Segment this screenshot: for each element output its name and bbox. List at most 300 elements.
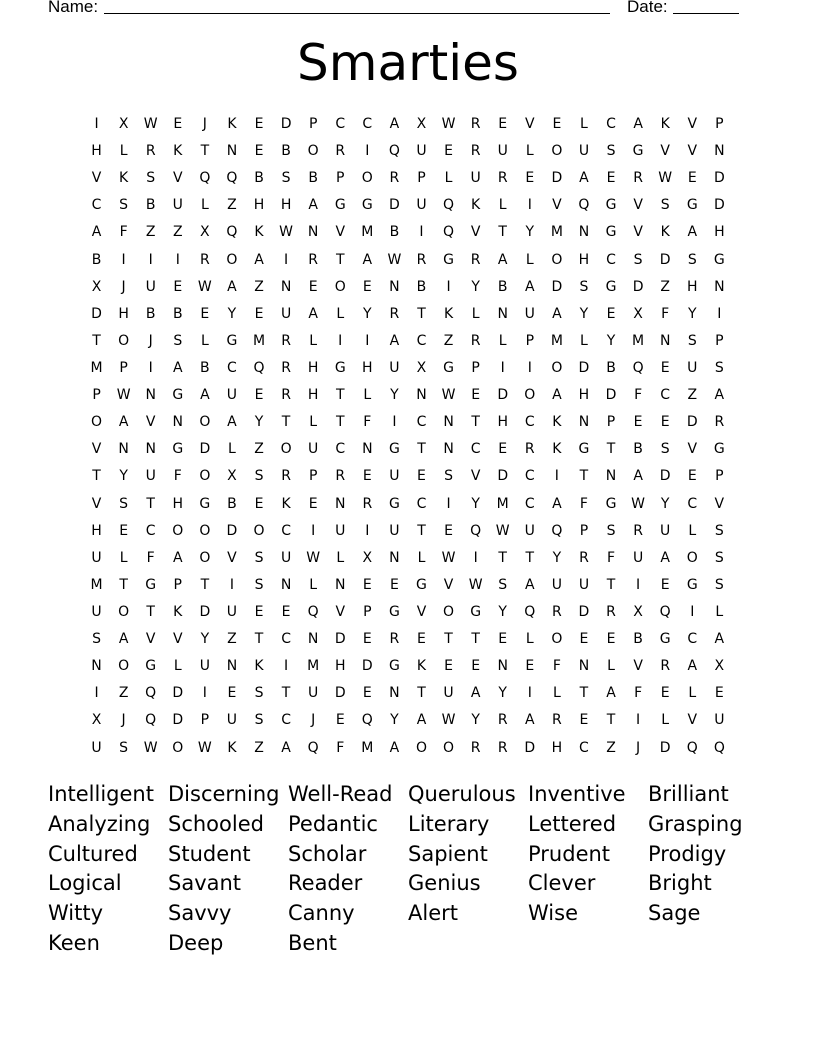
word-list-item: Literary — [408, 811, 490, 836]
grid-letter: U — [470, 170, 481, 187]
grid-letter: M — [90, 576, 103, 593]
grid-letter: C — [524, 495, 535, 512]
grid-letter: I — [690, 603, 695, 620]
grid-letter: N — [497, 305, 508, 322]
grid-letter: L — [471, 305, 480, 322]
grid-letter: P — [308, 116, 318, 132]
grid-letter: W — [441, 116, 456, 132]
word-list-item: Bright — [648, 871, 712, 896]
grid-letter: Y — [363, 305, 372, 322]
grid-letter: Z — [687, 387, 698, 404]
grid-letter: Q — [470, 522, 482, 539]
grid-letter: E — [552, 116, 562, 132]
grid-letter: U — [145, 278, 156, 295]
grid-letter: C — [687, 495, 698, 512]
grid-letter: E — [498, 631, 508, 648]
grid-letter: P — [417, 170, 426, 187]
grid-letter: T — [92, 468, 101, 485]
grid-letter: U — [172, 197, 183, 214]
grid-letter: U — [226, 712, 238, 729]
grid-letter: Q — [307, 603, 319, 620]
grid-letter: G — [659, 631, 671, 648]
grid-letter: R — [552, 712, 562, 729]
grid-letter: S — [687, 332, 697, 349]
grid-letter: O — [551, 631, 563, 648]
grid-letter: L — [119, 143, 128, 160]
grid-letter: S — [498, 576, 508, 593]
grid-letter: J — [636, 739, 641, 756]
grid-letter: D — [578, 359, 590, 376]
word-list-item: Well-Read — [288, 782, 393, 806]
grid-letter: T — [335, 251, 345, 268]
grid-letter: N — [145, 441, 156, 458]
grid-letter: N — [605, 468, 617, 485]
grid-letter: D — [91, 305, 102, 322]
grid-letter: O — [551, 251, 563, 268]
grid-letter: I — [365, 522, 370, 539]
name-blank-line — [104, 13, 610, 14]
grid-letter: I — [202, 685, 207, 702]
grid-letter: K — [254, 658, 264, 675]
grid-letter: T — [471, 414, 480, 431]
grid-letter: M — [361, 739, 374, 756]
grid-letter: L — [580, 116, 588, 132]
grid-letter: R — [470, 332, 481, 349]
date-blank-line — [673, 13, 739, 14]
grid-letter: C — [335, 441, 346, 458]
grid-letter: V — [145, 631, 156, 648]
grid-letter: V — [552, 197, 562, 214]
grid-letter: T — [606, 576, 616, 593]
grid-letter: B — [497, 278, 508, 295]
grid-letter: F — [173, 468, 182, 485]
word-list-item: Pedantic — [288, 811, 378, 836]
grid-letter: Y — [525, 224, 535, 241]
grid-letter: M — [252, 332, 266, 349]
grid-letter: L — [200, 197, 209, 214]
grid-letter: H — [334, 658, 346, 675]
grid-letter: N — [226, 143, 238, 160]
grid-letter: T — [92, 332, 101, 349]
grid-row — [83, 572, 733, 599]
grid-letter: I — [392, 414, 397, 431]
grid-letter: B — [633, 441, 643, 458]
grid-letter: Y — [390, 712, 399, 729]
grid-letter: I — [500, 359, 505, 376]
grid-letter: L — [309, 414, 318, 431]
grid-letter: U — [687, 359, 698, 376]
grid-letter: T — [417, 522, 426, 539]
grid-row — [83, 626, 733, 653]
grid-letter: U — [389, 359, 400, 376]
grid-letter: G — [605, 197, 617, 214]
grid-letter: Q — [388, 143, 400, 160]
grid-letter: D — [632, 278, 644, 295]
grid-letter: A — [525, 278, 535, 295]
grid-letter: V — [416, 603, 427, 620]
grid-letter: L — [336, 305, 345, 322]
word-list-item: Witty — [48, 901, 104, 926]
grid-letter: R — [308, 251, 319, 268]
grid-letter: I — [554, 468, 559, 485]
grid-letter: O — [118, 332, 130, 349]
grid-letter: V — [91, 495, 102, 512]
grid-letter: U — [632, 549, 644, 566]
grid-letter: F — [363, 414, 372, 431]
grid-letter: D — [605, 387, 617, 404]
grid-letter: A — [525, 576, 535, 593]
grid-letter: S — [146, 170, 156, 187]
grid-letter: H — [714, 224, 725, 241]
grid-letter: O — [361, 170, 373, 187]
grid-letter: E — [498, 441, 508, 458]
grid-letter: C — [145, 522, 156, 539]
grid-row — [83, 247, 733, 274]
grid-letter: L — [173, 658, 182, 675]
grid-letter: E — [471, 658, 481, 675]
grid-letter: S — [254, 685, 264, 702]
grid-letter: E — [254, 495, 264, 512]
grid-letter: R — [470, 143, 481, 160]
grid-letter: E — [687, 170, 697, 187]
grid-letter: N — [389, 278, 400, 295]
grid-letter: T — [254, 631, 264, 648]
grid-letter: R — [335, 468, 346, 485]
grid-letter: Z — [254, 278, 264, 295]
grid-letter: R — [606, 603, 616, 620]
grid-letter: A — [362, 251, 373, 268]
grid-letter: R — [389, 631, 400, 648]
grid-letter: L — [119, 549, 128, 566]
grid-letter: H — [578, 387, 590, 404]
grid-letter: W — [658, 170, 673, 187]
grid-letter: S — [660, 441, 670, 458]
grid-letter: H — [91, 143, 102, 160]
grid-letter: Z — [660, 278, 670, 295]
grid-letter: A — [525, 712, 535, 729]
grid-letter: D — [172, 712, 184, 729]
grid-letter: R — [389, 170, 400, 187]
grid-letter: E — [308, 278, 318, 295]
word-list-item: Inventive — [528, 782, 626, 806]
grid-letter: R — [281, 332, 291, 349]
grid-letter: O — [199, 414, 211, 431]
grid-letter: S — [633, 251, 643, 268]
word-list-item: Genius — [408, 871, 481, 896]
grid-letter: E — [660, 685, 670, 702]
grid-letter: A — [606, 685, 616, 702]
grid-letter: T — [281, 414, 291, 431]
grid-letter: N — [226, 658, 238, 675]
grid-letter: Z — [606, 739, 616, 756]
grid-letter: Q — [578, 197, 590, 214]
grid-letter: U — [280, 549, 292, 566]
grid-letter: S — [281, 170, 291, 187]
grid-letter: O — [443, 603, 455, 620]
grid-letter: C — [335, 116, 346, 132]
grid-letter: O — [551, 359, 563, 376]
grid-letter: C — [524, 468, 535, 485]
grid-letter: N — [578, 414, 590, 431]
grid-letter: Q — [659, 603, 671, 620]
grid-letter: E — [254, 603, 264, 620]
grid-letter: C — [91, 197, 102, 214]
grid-letter: S — [92, 631, 101, 648]
grid-letter: L — [498, 332, 507, 349]
grid-letter: H — [253, 197, 265, 214]
grid-letter: A — [308, 305, 318, 322]
word-list-item: Intelligent — [48, 782, 154, 806]
grid-letter: S — [714, 522, 724, 539]
grid-letter: R — [199, 251, 210, 268]
grid-letter: A — [552, 305, 562, 322]
grid-letter: Q — [713, 739, 725, 756]
grid-letter: Y — [471, 278, 480, 295]
grid-letter: A — [416, 712, 427, 729]
page-title: Smarties — [297, 34, 519, 92]
grid-letter: L — [498, 197, 507, 214]
grid-letter: I — [473, 549, 478, 566]
grid-letter: Z — [443, 332, 454, 349]
grid-letter: E — [308, 495, 318, 512]
grid-letter: X — [118, 116, 129, 132]
grid-letter: E — [579, 631, 589, 648]
grid-letter: Q — [443, 197, 455, 214]
grid-row — [83, 491, 733, 518]
grid-letter: N — [307, 631, 319, 648]
grid-letter: S — [254, 468, 264, 485]
grid-letter: O — [199, 549, 211, 566]
grid-letter: P — [715, 468, 724, 485]
grid-letter: R — [714, 414, 725, 431]
grid-letter: K — [119, 170, 129, 187]
grid-letter: D — [659, 251, 671, 268]
grid-letter: N — [497, 658, 508, 675]
grid-letter: E — [119, 522, 129, 539]
grid-letter: E — [389, 576, 399, 593]
grid-letter: E — [362, 631, 372, 648]
grid-letter: Q — [524, 603, 536, 620]
grid-letter: A — [172, 359, 183, 376]
grid-letter: M — [550, 332, 563, 349]
grid-letter: Y — [471, 712, 480, 729]
grid-letter: T — [417, 685, 426, 702]
grid-letter: S — [714, 576, 724, 593]
grid-letter: U — [578, 143, 590, 160]
grid-letter: G — [605, 495, 617, 512]
grid-letter: W — [441, 712, 456, 729]
grid-letter: S — [606, 522, 616, 539]
grid-letter: R — [497, 170, 508, 187]
grid-letter: G — [443, 359, 454, 376]
grid-letter: D — [334, 685, 346, 702]
grid-letter: M — [496, 495, 509, 512]
grid-letter: B — [145, 197, 156, 214]
grid-letter: R — [497, 739, 508, 756]
grid-letter: T — [498, 549, 507, 566]
grid-row — [83, 653, 733, 680]
grid-letter: H — [307, 387, 319, 404]
grid-letter: Y — [471, 495, 480, 512]
grid-letter: T — [281, 685, 291, 702]
grid-letter: G — [172, 387, 184, 404]
grid-letter: R — [281, 359, 291, 376]
grid-letter: R — [633, 170, 643, 187]
grid-letter: Q — [199, 170, 211, 187]
grid-letter: P — [363, 603, 372, 620]
grid-letter: S — [660, 197, 670, 214]
grid-letter: T — [335, 414, 345, 431]
grid-letter: T — [146, 495, 155, 512]
grid-letter: E — [227, 685, 237, 702]
word-list-item: Lettered — [528, 811, 617, 836]
grid-letter: G — [416, 576, 427, 593]
grid-letter: F — [634, 387, 643, 404]
grid-letter: B — [172, 305, 183, 322]
grid-letter: E — [281, 603, 291, 620]
grid-letter: D — [280, 116, 292, 132]
grid-letter: R — [145, 143, 156, 160]
grid-letter: V — [633, 197, 643, 214]
grid-letter: R — [416, 251, 427, 268]
grid-letter: R — [335, 143, 346, 160]
grid-letter: A — [552, 387, 562, 404]
grid-letter: O — [172, 522, 184, 539]
grid-letter: Z — [145, 224, 156, 241]
grid-letter: Y — [119, 468, 128, 485]
grid-letter: I — [419, 224, 424, 241]
grid-letter: R — [633, 522, 643, 539]
grid-letter: D — [551, 170, 563, 187]
grid-letter: S — [173, 332, 183, 349]
grid-letter: E — [606, 170, 616, 187]
grid-letter: K — [227, 739, 237, 756]
grid-letter: D — [334, 631, 346, 648]
grid-letter: B — [254, 170, 264, 187]
grid-letter: T — [606, 441, 616, 458]
grid-letter: D — [659, 739, 671, 756]
grid-letter: V — [470, 224, 481, 241]
grid-letter: K — [471, 197, 481, 214]
grid-letter: E — [254, 116, 264, 132]
grid-letter: R — [362, 495, 373, 512]
grid-letter: T — [119, 576, 128, 593]
grid-letter: N — [307, 224, 319, 241]
grid-letter: O — [415, 739, 427, 756]
grid-letter: P — [119, 359, 128, 376]
grid-letter: M — [307, 658, 320, 675]
grid-letter: W — [468, 576, 483, 593]
grid-letter: G — [334, 359, 346, 376]
word-list-item: Student — [168, 841, 251, 866]
grid-letter: W — [197, 739, 212, 756]
grid-letter: I — [338, 332, 343, 349]
grid-letter: K — [552, 441, 562, 458]
grid-letter: Z — [254, 739, 264, 756]
grid-letter: F — [552, 658, 561, 675]
grid-letter: T — [200, 576, 210, 593]
grid-letter: M — [550, 224, 563, 241]
grid-letter: U — [335, 522, 346, 539]
grid-letter: U — [524, 522, 535, 539]
grid-letter: W — [143, 116, 158, 132]
grid-letter: E — [471, 387, 481, 404]
word-list-item: Prudent — [528, 841, 611, 866]
grid-letter: T — [417, 441, 426, 458]
grid-letter: E — [444, 143, 453, 160]
grid-letter: N — [335, 495, 346, 512]
grid-letter: M — [632, 332, 645, 349]
grid-letter: W — [279, 224, 293, 241]
grid-letter: D — [551, 278, 563, 295]
grid-letter: C — [362, 116, 373, 132]
grid-letter: I — [365, 143, 370, 160]
grid-letter: E — [254, 387, 264, 404]
grid-letter: S — [254, 576, 264, 593]
grid-letter: T — [606, 712, 616, 729]
grid-letter: U — [308, 685, 319, 702]
grid-letter: D — [199, 603, 211, 620]
grid-letter: Z — [227, 197, 237, 214]
grid-letter: A — [389, 739, 400, 756]
grid-letter: E — [335, 712, 345, 729]
grid-letter: U — [91, 739, 102, 756]
grid-letter: D — [686, 414, 698, 431]
grid-letter: H — [307, 359, 319, 376]
grid-letter: W — [387, 251, 402, 268]
grid-letter: W — [631, 495, 646, 512]
grid-letter: P — [715, 116, 724, 132]
grid-letter: E — [417, 631, 426, 648]
grid-letter: A — [579, 170, 589, 187]
grid-letter: N — [389, 549, 400, 566]
grid-letter: Q — [443, 224, 455, 241]
grid-letter: U — [91, 603, 102, 620]
grid-letter: X — [91, 712, 102, 729]
grid-letter: H — [551, 739, 563, 756]
grid-letter: Q — [632, 359, 644, 376]
grid-letter: F — [606, 549, 616, 566]
grid-letter: R — [470, 739, 481, 756]
grid-letter: X — [633, 305, 643, 322]
grid-letter: Y — [390, 387, 399, 404]
grid-letter: Y — [552, 549, 562, 566]
grid-letter: Q — [253, 359, 265, 376]
grid-letter: P — [715, 332, 724, 349]
grid-row — [83, 707, 733, 734]
grid-letter: C — [227, 359, 237, 376]
word-list-item: Logical — [48, 871, 122, 896]
grid-letter: P — [173, 576, 182, 593]
word-list-item: Schooled — [168, 811, 264, 836]
grid-letter: H — [91, 522, 102, 539]
word-list-item: Brilliant — [648, 782, 729, 806]
grid-letter: N — [443, 441, 454, 458]
grid-letter: V — [335, 603, 346, 620]
grid-letter: Y — [254, 414, 264, 431]
grid-letter: U — [524, 305, 535, 322]
grid-letter: N — [416, 387, 427, 404]
grid-letter: Z — [227, 631, 237, 648]
grid-letter: L — [363, 387, 372, 404]
grid-letter: T — [471, 631, 480, 648]
grid-letter: C — [416, 414, 427, 431]
grid-letter: I — [527, 197, 532, 214]
grid-letter: P — [606, 414, 616, 431]
grid-letter: Y — [227, 305, 237, 322]
grid-letter: E — [254, 143, 264, 160]
grid-letter: G — [172, 441, 184, 458]
